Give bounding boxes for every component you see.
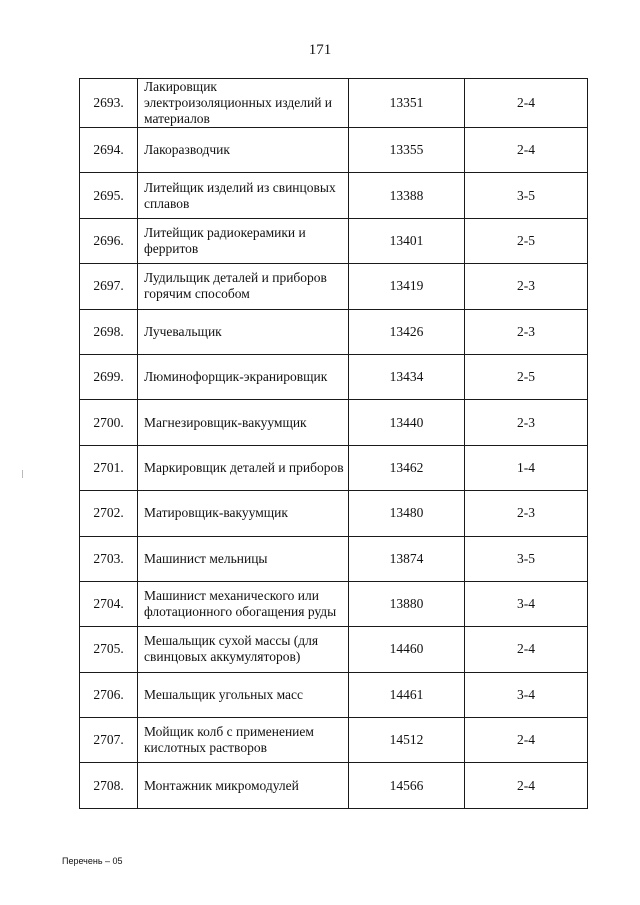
grade-range-cell: 3-5	[465, 536, 588, 581]
occupation-code-cell: 14512	[349, 718, 465, 763]
row-number-cell: 2704.	[80, 581, 138, 626]
occupation-name-cell: Лудильщик деталей и приборов горячим способом	[138, 264, 349, 309]
row-number-cell: 2706.	[80, 672, 138, 717]
grade-range-cell: 2-3	[465, 309, 588, 354]
grade-range-cell: 1-4	[465, 445, 588, 490]
document-footer: Перечень – 05	[62, 856, 123, 866]
row-number-cell: 2698.	[80, 309, 138, 354]
table-row	[80, 445, 588, 490]
occupation-code-cell: 14566	[349, 763, 465, 808]
table-row	[80, 264, 588, 309]
grade-range-cell: 3-4	[465, 581, 588, 626]
table-row	[80, 218, 588, 263]
scan-artifact-mark	[22, 470, 23, 478]
occupations-table-body	[80, 79, 588, 809]
table-row	[80, 627, 588, 672]
occupation-name-cell: Мешальщик угольных масс	[138, 672, 349, 717]
occupation-name-cell: Люминофорщик-экранировщик	[138, 354, 349, 399]
grade-range-cell: 3-5	[465, 173, 588, 218]
table-row	[80, 79, 588, 128]
row-number-cell: 2693.	[80, 79, 138, 128]
grade-range-cell: 2-5	[465, 354, 588, 399]
occupation-code-cell: 13355	[349, 128, 465, 173]
occupation-name-cell: Мешальщик сухой массы (для свинцовых аккумуляторов)	[138, 627, 349, 672]
row-number-cell: 2708.	[80, 763, 138, 808]
occupation-code-cell: 13434	[349, 354, 465, 399]
row-number-cell: 2695.	[80, 173, 138, 218]
table-row	[80, 536, 588, 581]
row-number-cell: 2694.	[80, 128, 138, 173]
row-number-cell: 2700.	[80, 400, 138, 445]
occupation-code-cell: 13880	[349, 581, 465, 626]
grade-range-cell: 2-3	[465, 264, 588, 309]
grade-range-cell: 2-3	[465, 491, 588, 536]
table-row	[80, 128, 588, 173]
grade-range-cell: 2-3	[465, 400, 588, 445]
row-number-cell: 2705.	[80, 627, 138, 672]
table-row	[80, 718, 588, 763]
grade-range-cell: 2-4	[465, 79, 588, 128]
occupation-code-cell: 13351	[349, 79, 465, 128]
occupation-name-cell: Лакировщик электроизоляционных изделий и материалов	[138, 79, 349, 128]
table-row	[80, 763, 588, 808]
grade-range-cell: 3-4	[465, 672, 588, 717]
occupation-code-cell: 14460	[349, 627, 465, 672]
row-number-cell: 2703.	[80, 536, 138, 581]
table-row	[80, 400, 588, 445]
occupation-name-cell: Маркировщик деталей и приборов	[138, 445, 349, 490]
table-row	[80, 581, 588, 626]
occupation-code-cell: 13419	[349, 264, 465, 309]
occupation-code-cell: 13401	[349, 218, 465, 263]
table-row	[80, 672, 588, 717]
row-number-cell: 2701.	[80, 445, 138, 490]
occupation-name-cell: Мойщик колб с применением кислотных растворов	[138, 718, 349, 763]
occupation-code-cell: 14461	[349, 672, 465, 717]
grade-range-cell: 2-5	[465, 218, 588, 263]
row-number-cell: 2707.	[80, 718, 138, 763]
occupation-name-cell: Машинист мельницы	[138, 536, 349, 581]
row-number-cell: 2702.	[80, 491, 138, 536]
row-number-cell: 2699.	[80, 354, 138, 399]
occupation-code-cell: 13874	[349, 536, 465, 581]
occupation-name-cell: Матировщик-вакуумщик	[138, 491, 349, 536]
occupations-table	[79, 78, 588, 809]
occupation-code-cell: 13388	[349, 173, 465, 218]
table-row	[80, 309, 588, 354]
grade-range-cell: 2-4	[465, 627, 588, 672]
page-number: 171	[308, 42, 332, 58]
occupation-name-cell: Машинист механического или флотационного обогащения руды	[138, 581, 349, 626]
occupation-code-cell: 13440	[349, 400, 465, 445]
occupation-name-cell: Лучевальщик	[138, 309, 349, 354]
occupation-name-cell: Лакоразводчик	[138, 128, 349, 173]
grade-range-cell: 2-4	[465, 763, 588, 808]
table-row	[80, 491, 588, 536]
occupation-name-cell: Литейщик изделий из свинцовых сплавов	[138, 173, 349, 218]
occupation-code-cell: 13462	[349, 445, 465, 490]
occupation-name-cell: Монтажник микромодулей	[138, 763, 349, 808]
table-row	[80, 354, 588, 399]
row-number-cell: 2697.	[80, 264, 138, 309]
row-number-cell: 2696.	[80, 218, 138, 263]
occupation-code-cell: 13480	[349, 491, 465, 536]
grade-range-cell: 2-4	[465, 128, 588, 173]
occupation-name-cell: Литейщик радиокерамики и ферритов	[138, 218, 349, 263]
grade-range-cell: 2-4	[465, 718, 588, 763]
table-row	[80, 173, 588, 218]
occupation-code-cell: 13426	[349, 309, 465, 354]
occupation-name-cell: Магнезировщик-вакуумщик	[138, 400, 349, 445]
